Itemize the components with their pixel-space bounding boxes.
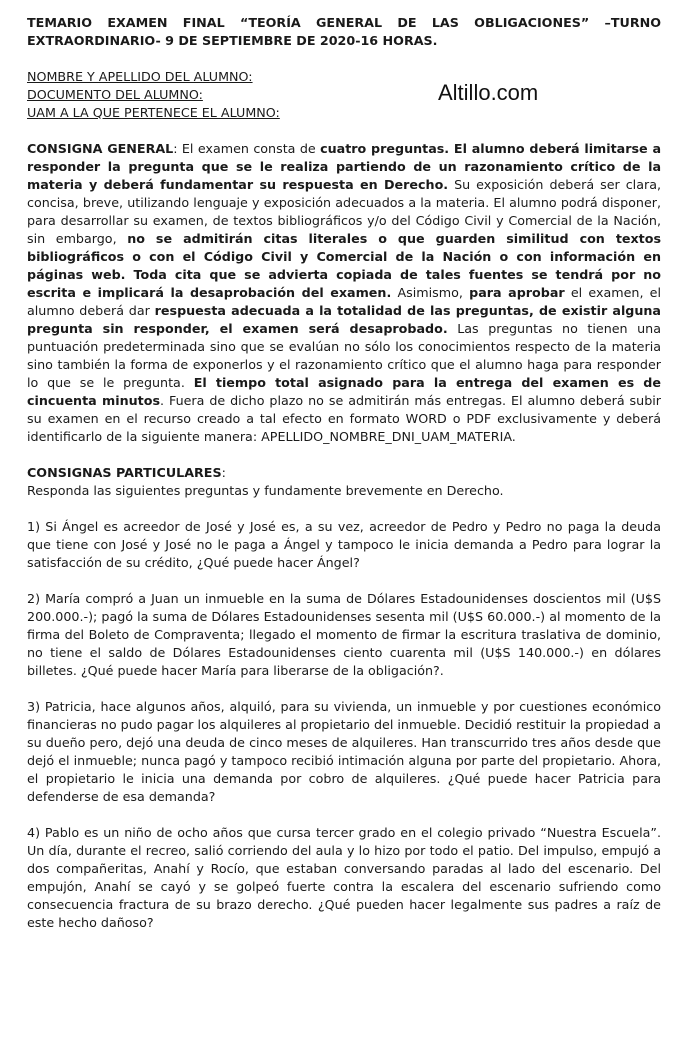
- general-text-6: . Fuera de dicho plazo no se admitirán más entregas. El alumno deberá subir su examen en el recurso creado a tal efecto en formato WORD o PDF exclusivamente y deberá identificarlo de la siguiente manera: APELLIDO_NOMBRE_DNI_UAM_MATERIA.: [27, 393, 661, 444]
- general-bold-5: El tiempo total asignado para la entrega del examen es de cincuenta minutos: [27, 375, 661, 408]
- question-1: 1) Si Ángel es acreedor de José y José es, a su vez, acreedor de Pedro y Pedro no paga la deuda que tiene con José y José no le paga a Ángel y tampoco le inicia demanda a Pedro para lograr la satisfacción de su crédito, ¿Qué puede hacer Ángel?: [27, 519, 661, 570]
- general-text-4: el examen, el alumno deberá dar: [27, 285, 662, 318]
- general-heading: CONSIGNA GENERAL: [27, 141, 174, 156]
- student-name-field: NOMBRE Y APELLIDO DEL ALUMNO:: [27, 69, 253, 84]
- page-title: [27, 14, 661, 50]
- student-fields: [27, 68, 661, 122]
- general-bold-4: respuesta adecuada a la totalidad de las preguntas, de existir alguna pregunta sin responder, el examen será desaprobado.: [27, 303, 661, 336]
- particular-intro: Responda las siguientes preguntas y fundamente brevemente en Derecho.: [27, 483, 504, 498]
- watermark-logo: Altillo.com: [438, 80, 539, 105]
- general-bold-3: para aprobar: [469, 285, 565, 300]
- question-2: 2) María compró a Juan un inmueble en la suma de Dólares Estadounidenses doscientos mil (U$S 200.000.-); pagó la suma de Dólares Estadounidenses sesenta mil (U$S 60.000.-) al momento de la firma del Boleto de Compraventa; llegado el momento de firmar la escritura traslativa de dominio, no tiene el saldo de Dólares Estadounidenses ciento cuarenta mil (U$S 140.000.-) en dólares billetes. ¿Qué puede hacer María para liberarse de la obligación?.: [27, 591, 661, 678]
- title-line-2: EXTRAORDINARIO- 9 DE SEPTIEMBRE DE 2020-16 HORAS.: [27, 33, 438, 48]
- question-3: 3) Patricia, hace algunos años, alquiló, para su vivienda, un inmueble y por cuestiones económico financieras no pudo pagar los alquileres al propietario del inmueble. Decidió restituir la propiedad a su dueño pero, dejó una deuda de cinco meses de alquileres. Han transcurrido tres años desde que dejó el inmueble; nunca pagó y tampoco recibió intimación alguna por parte del propietario. Ahora, el propietario le inicia una demanda por cobro de alquileres. ¿Qué puede hacer Patricia para defenderse de esa demanda?: [27, 699, 661, 804]
- student-uam-field: UAM A LA QUE PERTENECE EL ALUMNO:: [27, 105, 280, 120]
- particular-heading: CONSIGNAS PARTICULARES: [27, 465, 222, 480]
- title-line-1: TEMARIO EXAMEN FINAL “TEORÍA GENERAL DE LAS OBLIGACIONES” –TURNO: [27, 15, 661, 30]
- general-bold-1: cuatro preguntas. El alumno deberá limitarse a responder la pregunta que se le realiza partiendo de un razonamiento crítico de la materia y deberá fundamentar su respuesta en Derecho.: [27, 141, 661, 192]
- general-text-5: Las preguntas no tienen una puntuación predeterminada sino que se evalúan no sólo los conocimientos respecto de la materia sino también la forma de exponerlos y el razonamiento crítico que el alumno haga para responder lo que se le pregunta.: [27, 321, 661, 390]
- question-4: 4) Pablo es un niño de ocho años que cursa tercer grado en el colegio privado “Nuestra Escuela”. Un día, durante el recreo, salió corriendo del aula y lo hizo por todo el patio. Del impulso, empujó a dos compañeritas, Anahí y Rocío, que estaban conversando paradas al lado del escenario. Del empujón, Anahí se cayó y se golpeó fuerte contra la escalera del escenario sufriendo como consecuencia fractura de su brazo derecho. ¿Qué pueden hacer legalmente sus padres a raíz de este hecho dañoso?: [27, 825, 661, 930]
- general-text-2: Su exposición deberá ser clara, concisa, breve, utilizando lenguaje y exposición adecuados a la materia. El alumno podrá disponer, para desarrollar su examen, de textos bibliográficos y/o del Código Civil y Comercial de la Nación, sin embargo,: [27, 177, 662, 246]
- general-instructions: [27, 140, 661, 446]
- student-document-field: DOCUMENTO DEL ALUMNO:: [27, 87, 203, 102]
- exam-document: [27, 14, 661, 932]
- particular-instructions-heading: [27, 464, 661, 482]
- general-text-3: Asimismo,: [391, 285, 470, 300]
- general-bold-2: no se admitirán citas literales o que guarden similitud con textos bibliográficos o con el Código Civil y Comercial de la Nación o con información en páginas web. Toda cita que se advierta copiada de tales fuentes se tendrá por no escrita e implicará la desaprobación del examen.: [27, 231, 662, 300]
- particular-colon: :: [221, 465, 226, 480]
- general-text-1: : El examen consta de: [173, 141, 321, 156]
